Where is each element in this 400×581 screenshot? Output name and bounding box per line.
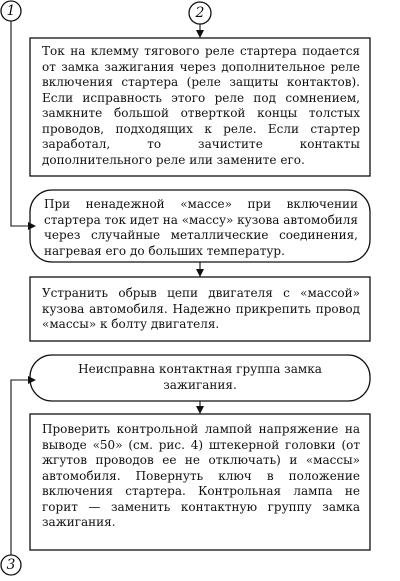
block-2-paragraph: При ненадежной «массе» при включении стартера ток идет на «массу» кузова автомобиля через случайные металлические соединения, нагревая его до больших температур. — [44, 197, 358, 258]
block-4-text — [70, 362, 330, 396]
connector-3-to-block-4 — [11, 380, 35, 555]
block-4-paragraph: Неисправна контактная группа замка зажигания. — [78, 362, 322, 392]
block-3-text — [42, 286, 360, 336]
block-1-text — [42, 44, 360, 172]
block-2-text — [44, 197, 358, 259]
block-3-paragraph: Устранить обрыв цепи двигателя с «массой» кузова автомобиля. Надежно прикрепить провод «массы» к болту двигателя. — [42, 286, 360, 331]
block-5-paragraph: Проверить контрольной лампой напряжение на выводе «50» (см. рис. 4) штекерной головки (от жгутов проводов ее не отключать) и «массы» автомобиля. Повернуть ключ в положение включения стартера. Контрольная лампа не горит — заменить контактную группу замка зажигания. — [42, 422, 360, 529]
marker-3-label: 3 — [6, 557, 16, 573]
block-1-paragraph: Ток на клемму тягового реле стартера подается от замка зажигания через дополнительное реле включения стартера (реле защиты контактов). Если исправность этого реле под сомнением, замкните большой отверткой концы толстых проводов, подходящих к реле. Если стартер заработал, то зачистите контакты дополнительного реле или замените его. — [42, 44, 360, 167]
connector-1-to-block-2 — [11, 21, 35, 226]
marker-2-label: 2 — [195, 5, 205, 21]
marker-1-label: 1 — [6, 3, 16, 19]
block-5-text — [42, 422, 360, 546]
